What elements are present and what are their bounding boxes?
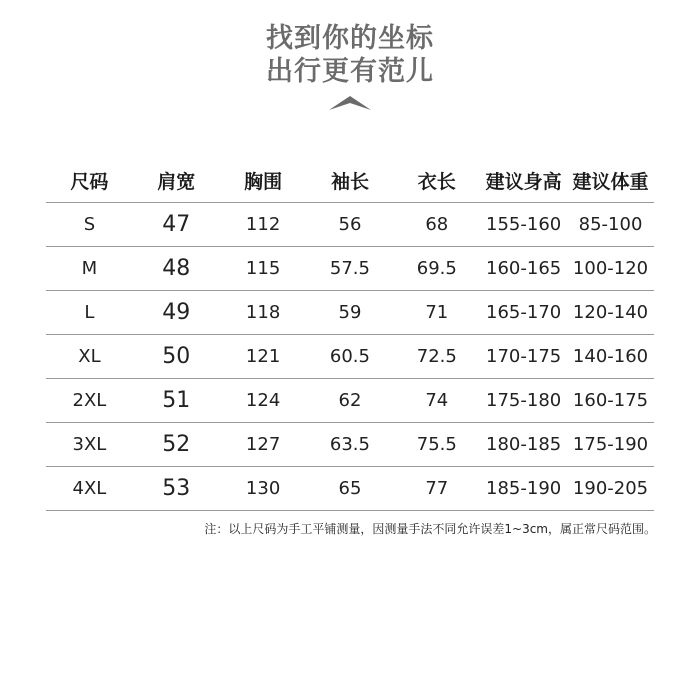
cell-height: 175-180	[480, 379, 567, 423]
table-row	[46, 291, 654, 335]
cell-chest: 115	[220, 247, 307, 291]
table-row	[46, 423, 654, 467]
cell-shoulder: 50	[133, 335, 220, 379]
table-row	[46, 335, 654, 379]
cell-size: 2XL	[46, 379, 133, 423]
cell-chest: 118	[220, 291, 307, 335]
table-row	[46, 379, 654, 423]
cell-size: 4XL	[46, 467, 133, 511]
cell-sleeve: 57.5	[307, 247, 394, 291]
cell-size: L	[46, 291, 133, 335]
cell-height: 185-190	[480, 467, 567, 511]
cell-length: 71	[393, 291, 480, 335]
cell-chest: 130	[220, 467, 307, 511]
cell-shoulder: 51	[133, 379, 220, 423]
header-length: 衣长	[393, 158, 480, 203]
cell-weight: 175-190	[567, 423, 654, 467]
cell-height: 170-175	[480, 335, 567, 379]
cell-chest: 121	[220, 335, 307, 379]
cell-weight: 140-160	[567, 335, 654, 379]
size-chart-table	[46, 158, 654, 511]
cell-shoulder: 47	[133, 203, 220, 247]
header-size: 尺码	[46, 158, 133, 203]
cell-size: S	[46, 203, 133, 247]
cell-length: 68	[393, 203, 480, 247]
table-row	[46, 203, 654, 247]
cell-weight: 190-205	[567, 467, 654, 511]
cell-chest: 127	[220, 423, 307, 467]
cell-length: 69.5	[393, 247, 480, 291]
cell-length: 77	[393, 467, 480, 511]
cell-sleeve: 65	[307, 467, 394, 511]
headline-line-2: 出行更有范儿	[266, 56, 434, 87]
chevron-up-icon	[329, 93, 371, 111]
header-shoulder: 肩宽	[133, 158, 220, 203]
cell-weight: 85-100	[567, 203, 654, 247]
cell-height: 165-170	[480, 291, 567, 335]
cell-chest: 112	[220, 203, 307, 247]
cell-sleeve: 60.5	[307, 335, 394, 379]
table-row	[46, 467, 654, 511]
header-chest: 胸围	[220, 158, 307, 203]
cell-shoulder: 48	[133, 247, 220, 291]
cell-height: 160-165	[480, 247, 567, 291]
header-height: 建议身高	[480, 158, 567, 203]
cell-height: 155-160	[480, 203, 567, 247]
cell-chest: 124	[220, 379, 307, 423]
cell-size: M	[46, 247, 133, 291]
measurement-note: 注：以上尺码为手工平铺测量，因测量手法不同允许误差1~3cm，属正常尺码范围。	[204, 522, 656, 536]
cell-weight: 120-140	[567, 291, 654, 335]
cell-weight: 100-120	[567, 247, 654, 291]
header-weight: 建议体重	[567, 158, 654, 203]
cell-length: 74	[393, 379, 480, 423]
cell-height: 180-185	[480, 423, 567, 467]
cell-shoulder: 53	[133, 467, 220, 511]
cell-size: XL	[46, 335, 133, 379]
headline-line-1: 找到你的坐标	[266, 23, 434, 54]
table-row	[46, 247, 654, 291]
cell-length: 75.5	[393, 423, 480, 467]
header-sleeve: 袖长	[307, 158, 394, 203]
cell-shoulder: 52	[133, 423, 220, 467]
headline	[0, 22, 700, 88]
cell-sleeve: 59	[307, 291, 394, 335]
cell-shoulder: 49	[133, 291, 220, 335]
cell-sleeve: 56	[307, 203, 394, 247]
cell-sleeve: 63.5	[307, 423, 394, 467]
cell-size: 3XL	[46, 423, 133, 467]
table-header-row	[46, 158, 654, 203]
cell-weight: 160-175	[567, 379, 654, 423]
cell-sleeve: 62	[307, 379, 394, 423]
cell-length: 72.5	[393, 335, 480, 379]
